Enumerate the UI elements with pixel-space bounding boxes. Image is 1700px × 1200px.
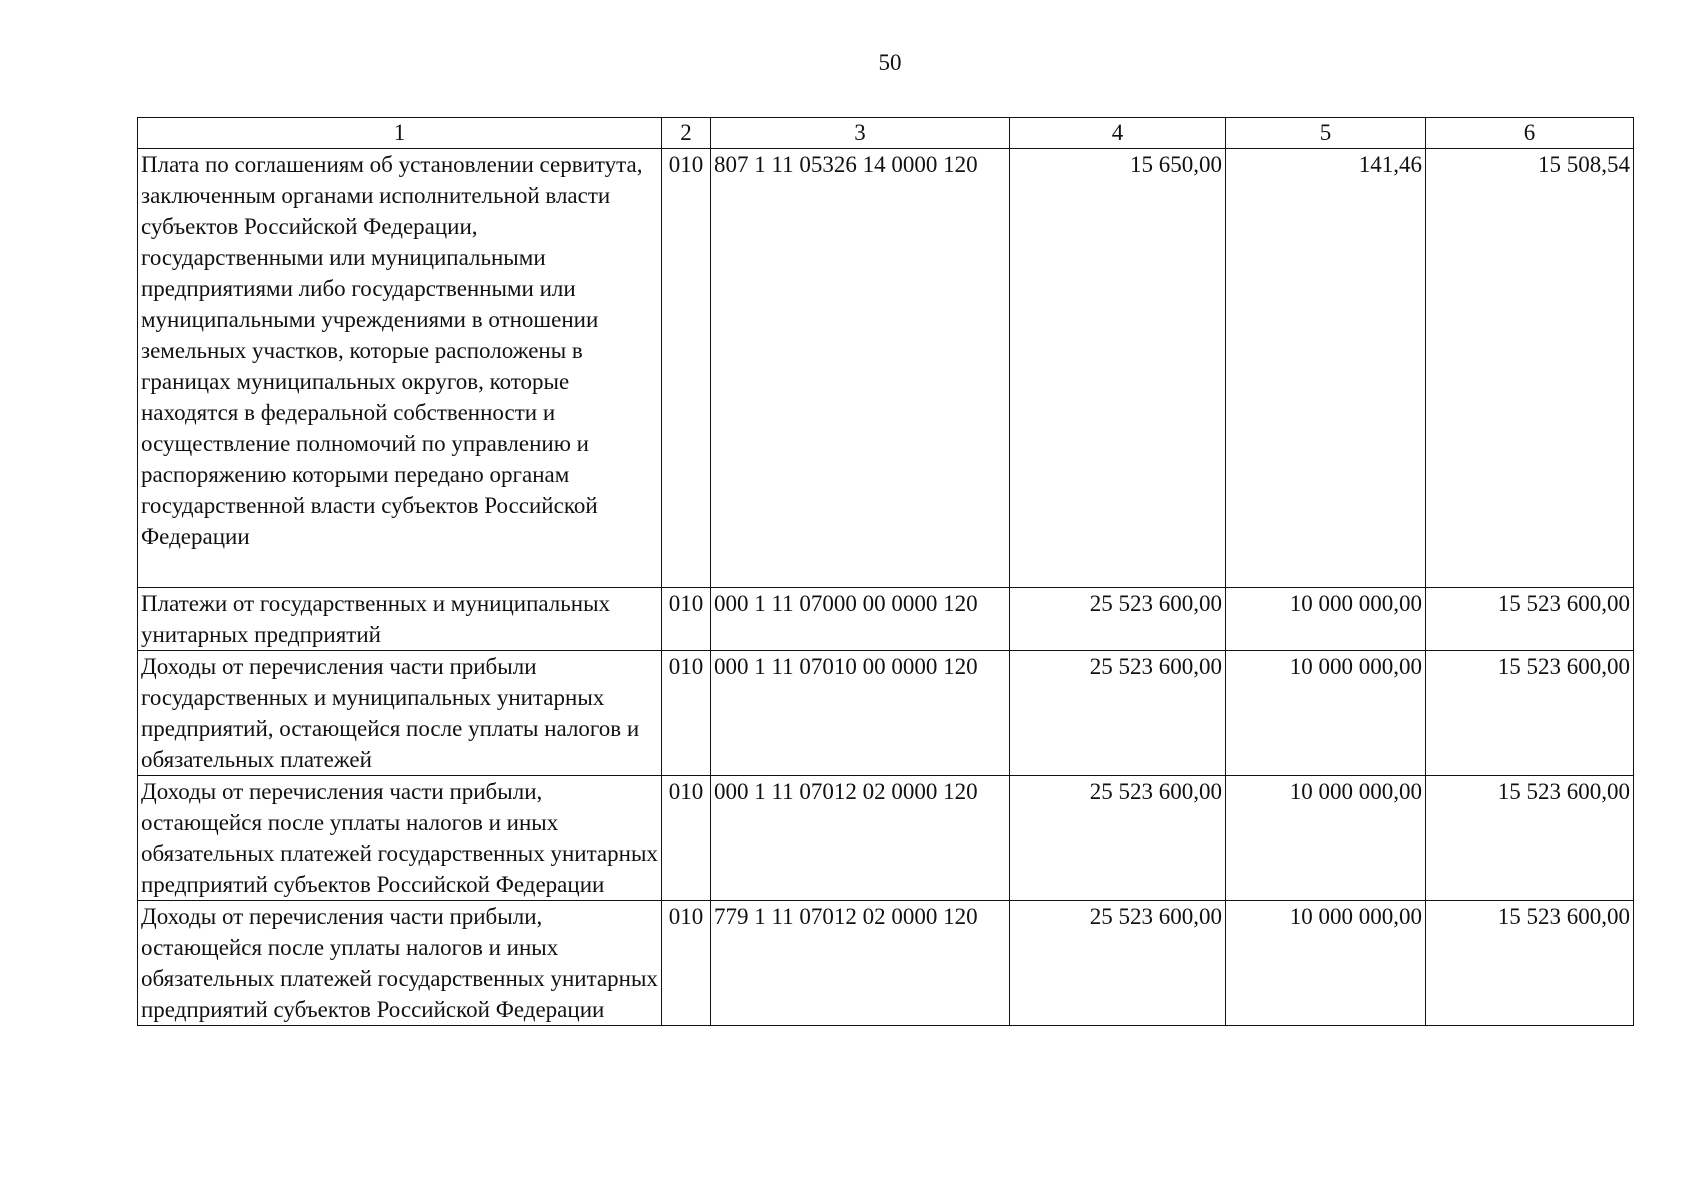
row-col5-value: 141,46 [1226,149,1426,588]
row-col5-value: 10 000 000,00 [1226,776,1426,901]
page-number: 50 [878,50,902,75]
row-col4-value: 15 650,00 [1010,149,1226,588]
row-line-code: 010 [662,776,711,901]
row-kbk-code: 000 1 11 07012 02 0000 120 [711,776,1010,901]
row-col6-value: 15 523 600,00 [1426,901,1634,1026]
row-name: Доходы от перечисления части прибыли государственных и муниципальных унитарных предприятий, остающейся после уплаты налогов и обязательных платежей [138,651,662,776]
table-header-row [138,118,1634,149]
revenue-table [137,117,1634,1026]
row-col4-value: 25 523 600,00 [1010,651,1226,776]
row-col6-value: 15 523 600,00 [1426,588,1634,651]
table-row [138,588,1634,651]
column-header-6: 6 [1426,118,1634,149]
row-kbk-code: 000 1 11 07010 00 0000 120 [711,651,1010,776]
row-col5-value: 10 000 000,00 [1226,901,1426,1026]
table-row [138,651,1634,776]
row-col5-value: 10 000 000,00 [1226,588,1426,651]
row-name: Доходы от перечисления части прибыли, остающейся после уплаты налогов и иных обязательных платежей государственных унитарных предприятий субъектов Российской Федерации [138,776,662,901]
row-kbk-code: 000 1 11 07000 00 0000 120 [711,588,1010,651]
row-line-code: 010 [662,651,711,776]
row-line-code: 010 [662,588,711,651]
row-col6-value: 15 523 600,00 [1426,776,1634,901]
row-line-code: 010 [662,149,711,588]
column-header-4: 4 [1010,118,1226,149]
column-header-5: 5 [1226,118,1426,149]
row-col6-value: 15 523 600,00 [1426,651,1634,776]
row-kbk-code: 807 1 11 05326 14 0000 120 [711,149,1010,588]
column-header-1: 1 [138,118,662,149]
row-col4-value: 25 523 600,00 [1010,588,1226,651]
row-name: Платежи от государственных и муниципальных унитарных предприятий [138,588,662,651]
row-col4-value: 25 523 600,00 [1010,901,1226,1026]
column-header-2: 2 [662,118,711,149]
row-kbk-code: 779 1 11 07012 02 0000 120 [711,901,1010,1026]
row-name: Плата по соглашениям об установлении сервитута, заключенным органами исполнительной власти субъектов Российской Федерации, государственными или муниципальными предприятиями либо государственными или муниципальными учреждениями в отношении земельных участков, которые расположены в границах муниципальных округов, которые находятся в федеральной собственности и осуществление полномочий по управлению и распоряжению которыми передано органам государственной власти субъектов Российской Федерации [138,149,662,588]
row-col4-value: 25 523 600,00 [1010,776,1226,901]
table-row [138,901,1634,1026]
row-name: Доходы от перечисления части прибыли, остающейся после уплаты налогов и иных обязательных платежей государственных унитарных предприятий субъектов Российской Федерации [138,901,662,1026]
column-header-3: 3 [711,118,1010,149]
row-line-code: 010 [662,901,711,1026]
table-row [138,149,1634,588]
table-row [138,776,1634,901]
row-col5-value: 10 000 000,00 [1226,651,1426,776]
row-col6-value: 15 508,54 [1426,149,1634,588]
